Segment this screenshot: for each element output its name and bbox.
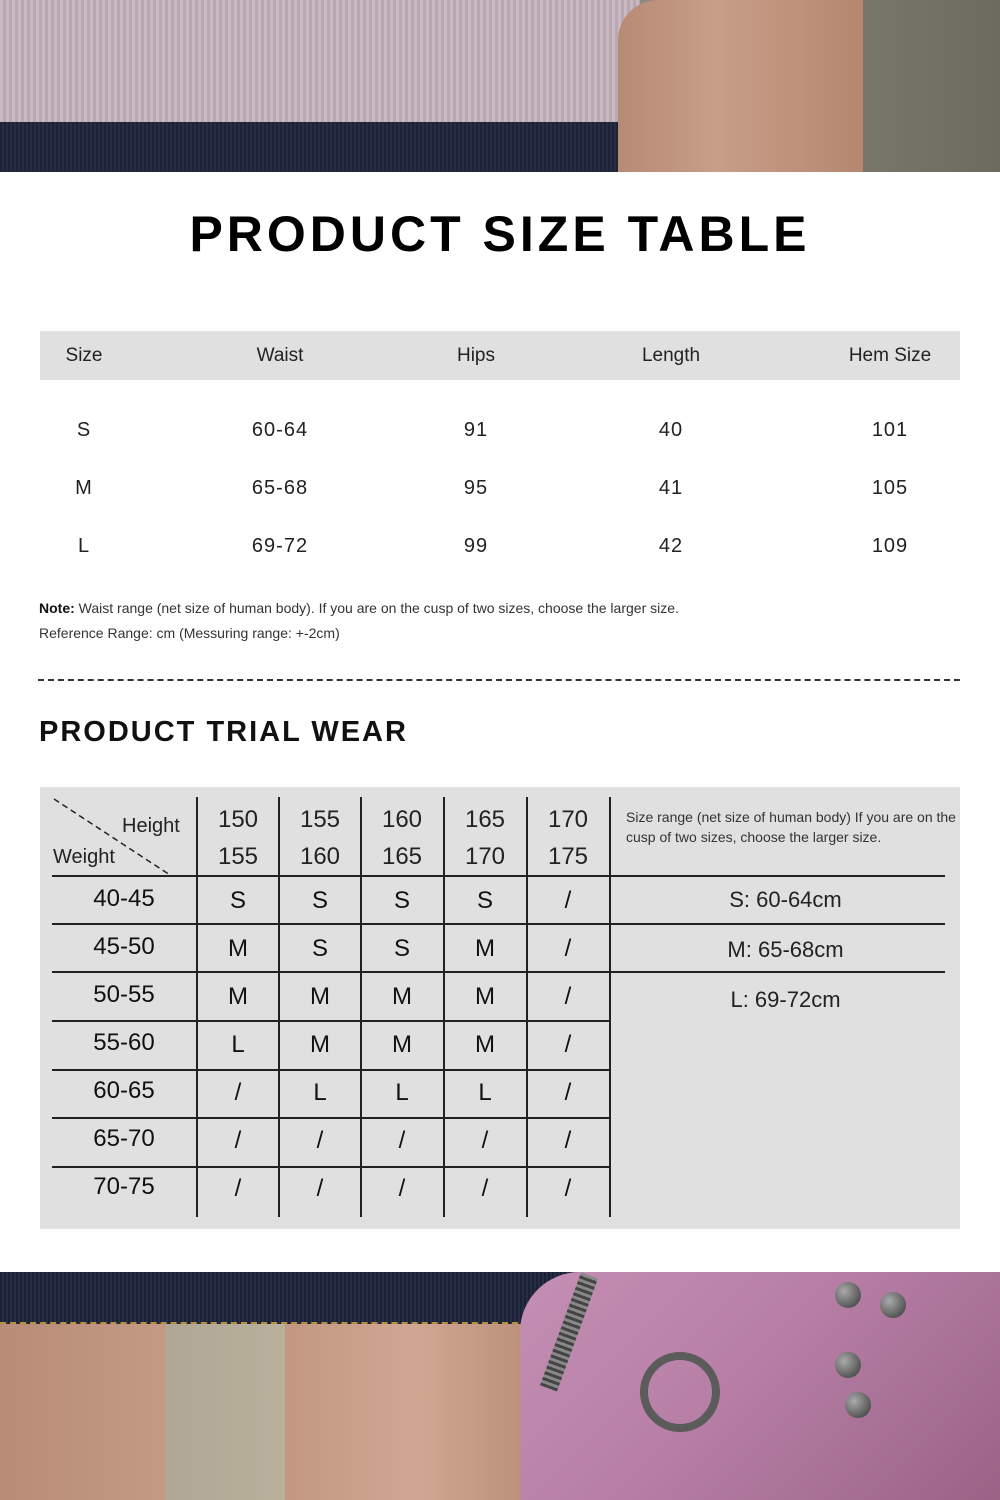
header-hips: Hips <box>456 344 495 366</box>
weight-range: 70-75 <box>93 1173 155 1200</box>
weight-range: 45-50 <box>93 933 155 960</box>
cell-size: S <box>76 418 92 441</box>
recommended-size: / <box>316 1175 324 1202</box>
recommended-size: / <box>481 1127 489 1154</box>
height-range <box>444 801 526 875</box>
recommended-size: S <box>393 935 410 962</box>
size-label-s: S: 60-64cm <box>729 887 842 912</box>
recommended-size: M <box>310 983 330 1010</box>
cell-hem: 101 <box>871 418 909 441</box>
reference-range: Reference Range: cm (Messuring range: +-2cm) <box>39 625 340 641</box>
recommended-size: / <box>564 1079 572 1106</box>
cell-hem: 105 <box>871 476 909 499</box>
header-hem-size: Hem Size <box>848 344 932 366</box>
recommended-size: S <box>311 887 328 914</box>
weight-range: 65-70 <box>93 1125 155 1152</box>
weight-range: 60-65 <box>93 1077 155 1104</box>
height-from: 170 <box>547 806 589 833</box>
cell-waist: 60-64 <box>251 418 309 441</box>
recommended-size: S <box>393 887 410 914</box>
recommended-size: M <box>475 935 495 962</box>
recommended-size: M <box>475 983 495 1010</box>
cell-hips: 95 <box>463 476 489 499</box>
bag-ring <box>640 1352 720 1432</box>
height-to: 160 <box>299 843 341 870</box>
note-label: Note: <box>39 600 75 616</box>
size-table-body <box>40 380 960 575</box>
recommended-size: L <box>313 1079 327 1106</box>
recommended-size: / <box>398 1175 406 1202</box>
recommended-size: M <box>392 1031 412 1058</box>
weight-range: 55-60 <box>93 1029 155 1056</box>
bag-stud <box>835 1282 861 1308</box>
height-range <box>527 801 609 875</box>
recommended-size: / <box>564 1175 572 1202</box>
cell-size: M <box>75 476 93 499</box>
recommended-size: / <box>564 935 572 962</box>
recommended-size: S <box>476 887 493 914</box>
grid-line <box>52 875 945 877</box>
pink-handbag <box>520 1272 1000 1500</box>
recommended-size: / <box>564 1127 572 1154</box>
recommended-size: S <box>311 935 328 962</box>
recommended-size: M <box>310 1031 330 1058</box>
size-table <box>40 331 960 575</box>
recommended-size: / <box>564 887 572 914</box>
header-waist: Waist <box>256 344 304 366</box>
table-row <box>40 401 960 459</box>
recommended-size: L <box>478 1079 492 1106</box>
recommended-size: / <box>234 1079 242 1106</box>
dashed-divider <box>38 679 960 681</box>
model-leg-left <box>0 1324 165 1500</box>
recommended-size: M <box>228 983 248 1010</box>
height-from: 165 <box>464 806 506 833</box>
recommended-size: S <box>229 887 246 914</box>
cell-size: L <box>77 534 91 557</box>
height-to: 165 <box>381 843 423 870</box>
bag-stud <box>880 1292 906 1318</box>
recommended-size: / <box>234 1127 242 1154</box>
height-from: 150 <box>217 806 259 833</box>
bag-stud <box>835 1352 861 1378</box>
size-note <box>39 596 679 646</box>
height-range <box>361 801 443 875</box>
note-text: Waist range (net size of human body). If you are on the cusp of two sizes, choose the larger size. <box>78 600 679 616</box>
corner-weight-label: Weight <box>53 846 115 868</box>
grid-line <box>52 971 945 973</box>
recommended-size: M <box>475 1031 495 1058</box>
height-from: 155 <box>299 806 341 833</box>
height-to: 155 <box>217 843 259 870</box>
ribbed-sweater <box>0 0 640 130</box>
recommended-size: L <box>395 1079 409 1106</box>
recommended-size: / <box>564 983 572 1010</box>
size-range-note: Size range (net size of human body) If you are on the cusp of two sizes, choose the larger size. <box>626 809 956 845</box>
recommended-size: / <box>398 1127 406 1154</box>
top-product-photo <box>0 0 1000 172</box>
height-from: 160 <box>381 806 423 833</box>
denim-skirt-waist <box>0 122 620 172</box>
header-length: Length <box>641 344 701 366</box>
model-arm <box>618 0 863 172</box>
height-to: 175 <box>547 843 589 870</box>
size-label-l: L: 69-72cm <box>730 987 841 1012</box>
trial-wear-table <box>40 787 960 1229</box>
height-to: 170 <box>464 843 506 870</box>
recommended-size: M <box>228 935 248 962</box>
recommended-size: / <box>564 1031 572 1058</box>
height-range <box>197 801 279 875</box>
weight-range: 40-45 <box>93 885 155 912</box>
recommended-size: / <box>316 1127 324 1154</box>
model-leg-right <box>285 1324 545 1500</box>
size-table-header <box>40 331 960 380</box>
size-label-m: M: 65-68cm <box>727 937 844 962</box>
table-row <box>40 459 960 517</box>
cell-hips: 99 <box>463 534 489 557</box>
trial-wear-title: PRODUCT TRIAL WEAR <box>39 716 408 748</box>
cell-length: 40 <box>658 418 684 441</box>
recommended-size: M <box>392 983 412 1010</box>
weight-range: 50-55 <box>93 981 155 1008</box>
cell-length: 42 <box>658 534 684 557</box>
grid-line <box>52 923 945 925</box>
cell-length: 41 <box>658 476 684 499</box>
corner-height-label: Height <box>122 815 180 837</box>
cell-waist: 69-72 <box>251 534 309 557</box>
table-row <box>40 517 960 575</box>
header-size: Size <box>65 344 103 366</box>
recommended-size: L <box>231 1031 245 1058</box>
cell-waist: 65-68 <box>251 476 309 499</box>
bag-stud <box>845 1392 871 1418</box>
height-range <box>279 801 361 875</box>
cell-hem: 109 <box>871 534 909 557</box>
recommended-size: / <box>481 1175 489 1202</box>
page-title: PRODUCT SIZE TABLE <box>189 206 811 262</box>
recommended-size: / <box>234 1175 242 1202</box>
cell-hips: 91 <box>463 418 489 441</box>
bottom-product-photo <box>0 1272 1000 1500</box>
